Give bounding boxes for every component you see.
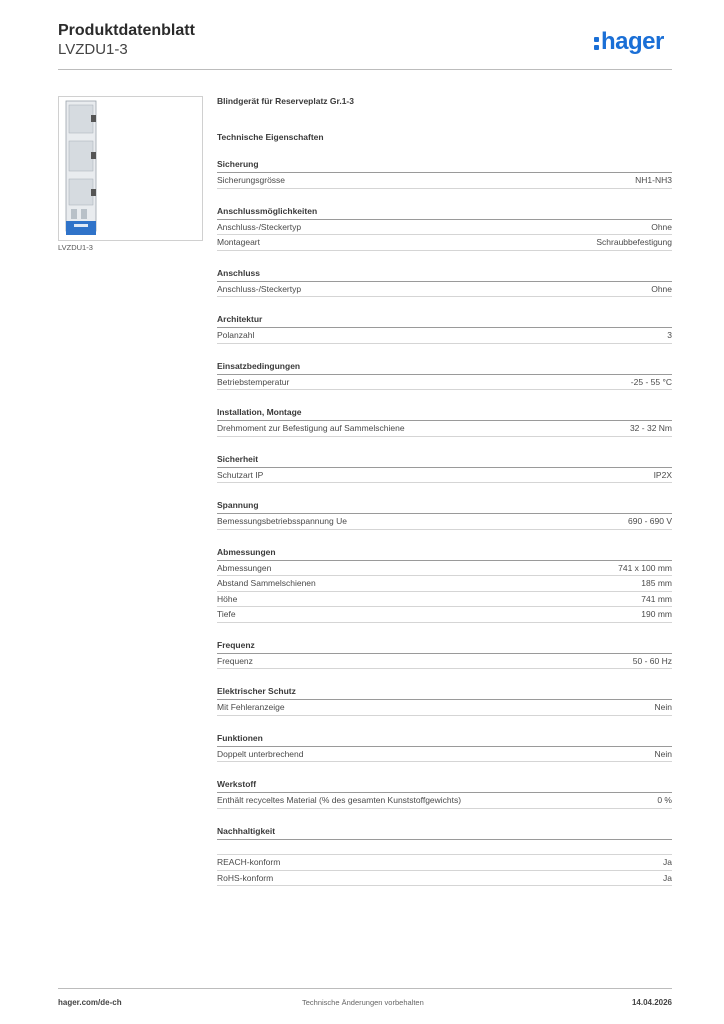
spec-row	[217, 747, 672, 763]
section-title: Werkstoff	[217, 779, 672, 793]
spec-label: Enthält recyceltes Material (% des gesamten Kunststoffgewichts)	[217, 795, 462, 805]
spec-sections	[217, 159, 672, 886]
logo-dots-icon	[594, 30, 599, 54]
section-title: Elektrischer Schutz	[217, 686, 672, 700]
spec-label: Sicherungsgrösse	[217, 175, 286, 185]
section-title: Architektur	[217, 314, 672, 328]
spec-value: Nein	[654, 702, 672, 712]
spec-section	[217, 779, 672, 809]
spec-row	[217, 700, 672, 716]
spec-row	[217, 855, 672, 871]
product-description: Blindgerät für Reserveplatz Gr.1-3	[217, 96, 354, 106]
spec-row	[217, 840, 672, 856]
spec-value: Ja	[663, 872, 672, 883]
spec-row	[217, 235, 672, 251]
footer-date: 14.04.2026	[631, 998, 672, 1007]
spec-label: Montageart	[217, 237, 260, 247]
spec-row	[217, 375, 672, 391]
spec-row	[217, 421, 672, 437]
spec-label: Schutzart IP	[217, 469, 264, 480]
spec-label: Doppelt unterbrechend	[217, 748, 304, 759]
spec-section	[217, 640, 672, 670]
spec-value: NH1-NH3	[635, 175, 672, 185]
spec-label: Frequenz	[217, 655, 253, 666]
spec-label: Anschluss-/Steckertyp	[217, 221, 302, 232]
spec-value: 741 mm	[641, 593, 672, 604]
footer-divider	[58, 988, 672, 989]
section-title: Frequenz	[217, 640, 672, 654]
section-title: Nachhaltigkeit	[217, 826, 672, 840]
spec-row	[217, 328, 672, 344]
product-image-caption: LVZDU1-3	[58, 243, 93, 252]
spec-label: Drehmoment zur Befestigung auf Sammelschiene	[217, 423, 405, 433]
spec-section	[217, 500, 672, 530]
section-title: Abmessungen	[217, 547, 672, 561]
spec-label: Tiefe	[217, 609, 236, 619]
spec-value: 690 - 690 V	[628, 516, 672, 526]
spec-value: Nein	[654, 748, 672, 759]
spec-row	[217, 561, 672, 577]
spec-label: Abmessungen	[217, 562, 272, 573]
spec-label: Abstand Sammelschienen	[217, 578, 316, 588]
section-title: Einsatzbedingungen	[217, 361, 672, 375]
spec-label: Bemessungsbetriebsspannung Ue	[217, 516, 347, 526]
spec-row	[217, 514, 672, 530]
fuse-switch-icon	[59, 97, 202, 240]
section-title: Installation, Montage	[217, 407, 672, 421]
spec-value: -25 - 55 °C	[630, 376, 672, 387]
spec-value: 741 x 100 mm	[618, 562, 672, 573]
properties-heading: Technische Eigenschaften	[217, 132, 324, 142]
spec-section	[217, 826, 672, 887]
spec-label: REACH-konform	[217, 857, 281, 867]
hager-logo: hager	[594, 30, 664, 54]
section-title: Funktionen	[217, 733, 672, 747]
spec-section	[217, 361, 672, 391]
spec-value: Schraubbefestigung	[596, 237, 672, 247]
spec-row	[217, 220, 672, 236]
spec-section	[217, 407, 672, 437]
spec-value: 190 mm	[641, 609, 672, 619]
header-divider	[58, 69, 672, 70]
spec-value: 32 - 32 Nm	[629, 423, 672, 433]
spec-content	[217, 96, 672, 886]
spec-label: Betriebstemperatur	[217, 376, 290, 387]
spec-row	[217, 793, 672, 809]
spec-value: 185 mm	[641, 578, 672, 588]
section-title: Sicherung	[217, 159, 672, 173]
spec-label: Anschluss-/Steckertyp	[217, 283, 302, 294]
product-code: LVZDU1-3	[58, 41, 128, 58]
spec-section	[217, 206, 672, 251]
spec-value: Ohne	[651, 283, 672, 294]
spec-row	[217, 607, 672, 623]
footer-website: hager.com/de-ch	[58, 998, 122, 1007]
spec-value: 50 - 60 Hz	[632, 655, 672, 666]
page-title: Produktdatenblatt	[58, 22, 195, 39]
spec-label: Polanzahl	[217, 330, 255, 340]
spec-row	[217, 282, 672, 298]
spec-row	[217, 592, 672, 608]
spec-section	[217, 454, 672, 484]
spec-section	[217, 314, 672, 344]
footer-notice: Technische Änderungen vorbehalten	[302, 998, 424, 1007]
spec-label: Mit Fehleranzeige	[217, 702, 285, 712]
section-title: Sicherheit	[217, 454, 672, 468]
spec-label: RoHS-konform	[217, 872, 274, 883]
spec-row	[217, 468, 672, 484]
spec-value: 0 %	[657, 795, 672, 805]
spec-value: Ja	[663, 857, 672, 867]
spec-row	[217, 654, 672, 670]
spec-section	[217, 159, 672, 189]
section-title: Anschlussmöglichkeiten	[217, 206, 672, 220]
spec-label: Höhe	[217, 593, 238, 604]
spec-section	[217, 547, 672, 623]
spec-row	[217, 576, 672, 592]
spec-section	[217, 686, 672, 716]
spec-row	[217, 173, 672, 189]
spec-section	[217, 268, 672, 298]
spec-value: 3	[667, 330, 672, 340]
section-title: Spannung	[217, 500, 672, 514]
spec-section	[217, 733, 672, 763]
spec-row	[217, 871, 672, 887]
spec-value: IP2X	[653, 469, 672, 480]
section-title: Anschluss	[217, 268, 672, 282]
product-image	[58, 96, 203, 241]
spec-value: Ohne	[651, 221, 672, 232]
